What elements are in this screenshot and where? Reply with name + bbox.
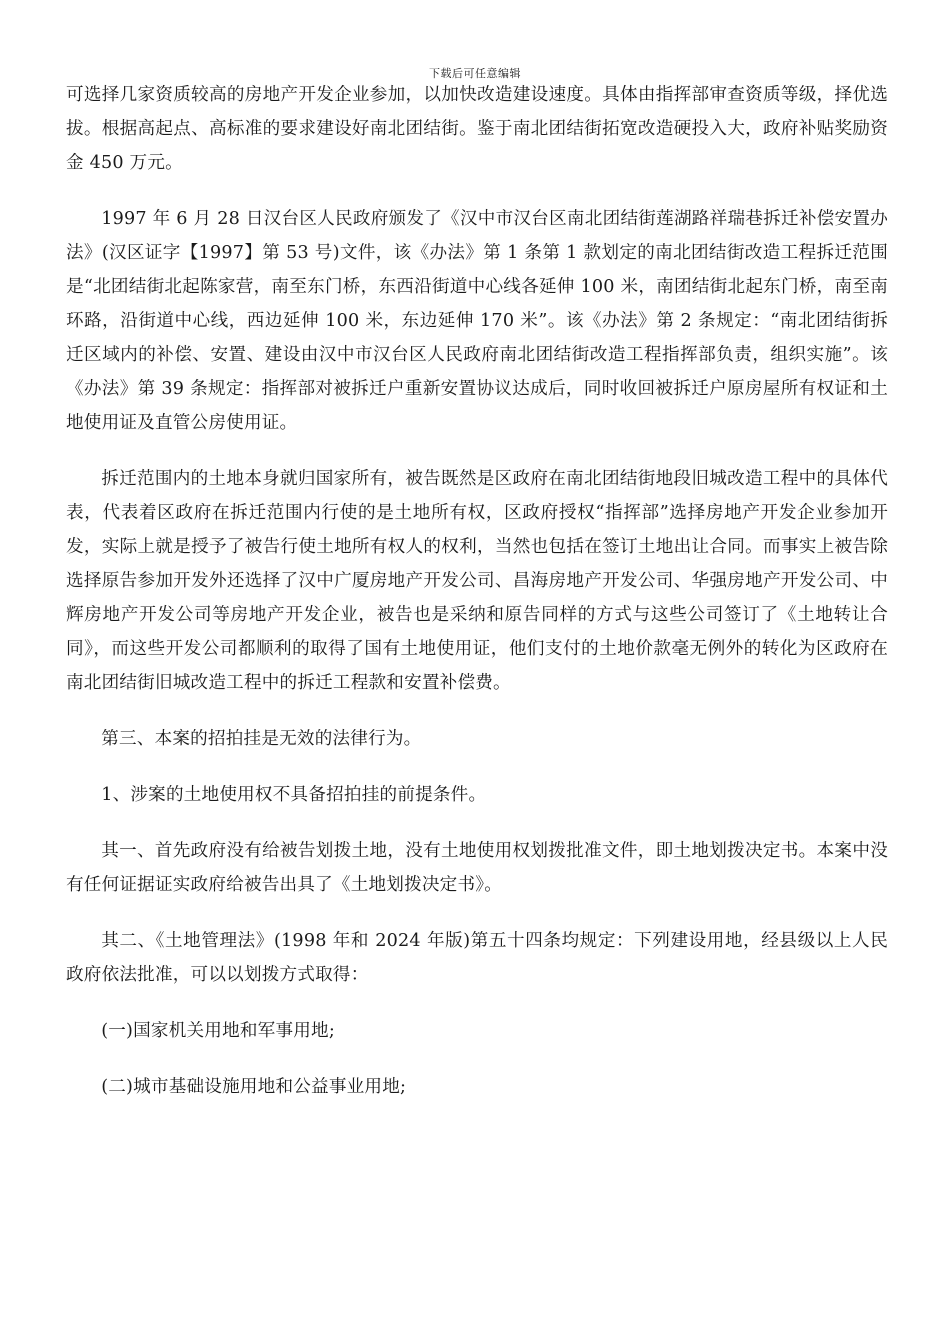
paragraph-gap: [66, 812, 888, 834]
paragraph-gap: [66, 756, 888, 778]
list-item-one: (一)国家机关用地和军事用地;: [101, 1021, 335, 1041]
paragraph-land-ownership: 拆迁范围内的土地本身就归国家所有，被告既然是区政府在南北团结街地段旧城改造工程中的具体代表，代表着区政府在拆迁范围内行使的是土地所有权，区政府授权“指挥部”选择房地产开发企业参加开发，实际上就是授予了被告行使土地所有权人的权利，当然也包括在签订土地出让合同。而事实上被告除选择原告参加开发外还选择了汉中广厦房地产开发公司、昌海房地产开发公司、华强房地产开发公司、中辉房地产开发公司等房地产开发企业，被告也是采纳和原告同样的方式与这些公司签订了《土地转让合同》，而这些开发公司都顺利的取得了国有土地使用证，他们支付的土地价款毫无例外的转化为区政府在南北团结街旧城改造工程中的拆迁工程款和安置补偿费。: [66, 469, 888, 693]
list-item-two: (二)城市基础设施用地和公益事业用地;: [101, 1077, 407, 1097]
paragraph-gap: [66, 180, 888, 202]
document-body: [66, 78, 888, 1104]
paragraph-gap: [66, 1048, 888, 1070]
paragraph-point-one: 其一、首先政府没有给被告划拨土地，没有土地使用权划拨批准文件，即土地划拨决定书。本案中没有任何证据证实政府给被告出具了《土地划拨决定书》。: [66, 841, 888, 895]
subheading-first-condition: 1、涉案的土地使用权不具备招拍挂的前提条件。: [101, 785, 487, 805]
paragraph-gap: [66, 902, 888, 924]
paragraph-gap: [66, 700, 888, 722]
paragraph-relocation-measures: 1997 年 6 月 28 日汉台区人民政府颁发了《汉中市汉台区南北团结街莲湖路祥瑞巷拆迁补偿安置办法》(汉区证字【1997】第 53 号)文件，该《办法》第 1 条第 1 款划定的南北团结街改造工程拆迁范围是“北团结街北起陈家营，南至东门桥，东西沿街道中心线各延伸 100 米，南团结街北起东门桥，南至南环路，沿街道中心线，西边延伸 100 米，东边延伸 170 米”。该《办法》第 2 条规定：“南北团结街拆迁区域内的补偿、安置、建设由汉中市汉台区人民政府南北团结街改造工程指挥部负责，组织实施”。该《办法》第 39 条规定：指挥部对被拆迁户重新安置协议达成后，同时收回被拆迁户原房屋所有权证和土地使用证及直管公房使用证。: [66, 209, 888, 433]
paragraph-gap: [66, 440, 888, 462]
download-note: 下载后可任意编辑: [429, 67, 521, 80]
paragraph-continuation: 可选择几家资质较高的房地产开发企业参加，以加快改造建设速度。具体由指挥部审查资质等级，择优选拔。根据高起点、高标准的要求建设好南北团结街。鉴于南北团结街拓宽改造硬投入大，政府补贴奖励资金 450 万元。: [66, 85, 888, 173]
paragraph-gap: [66, 992, 888, 1014]
paragraph-point-two: 其二、《土地管理法》(1998 年和 2024 年版)第五十四条均规定：下列建设用地，经县级以上人民政府依法批准，可以以划拨方式取得：: [66, 931, 888, 985]
section-heading-third: 第三、本案的招拍挂是无效的法律行为。: [101, 729, 422, 749]
